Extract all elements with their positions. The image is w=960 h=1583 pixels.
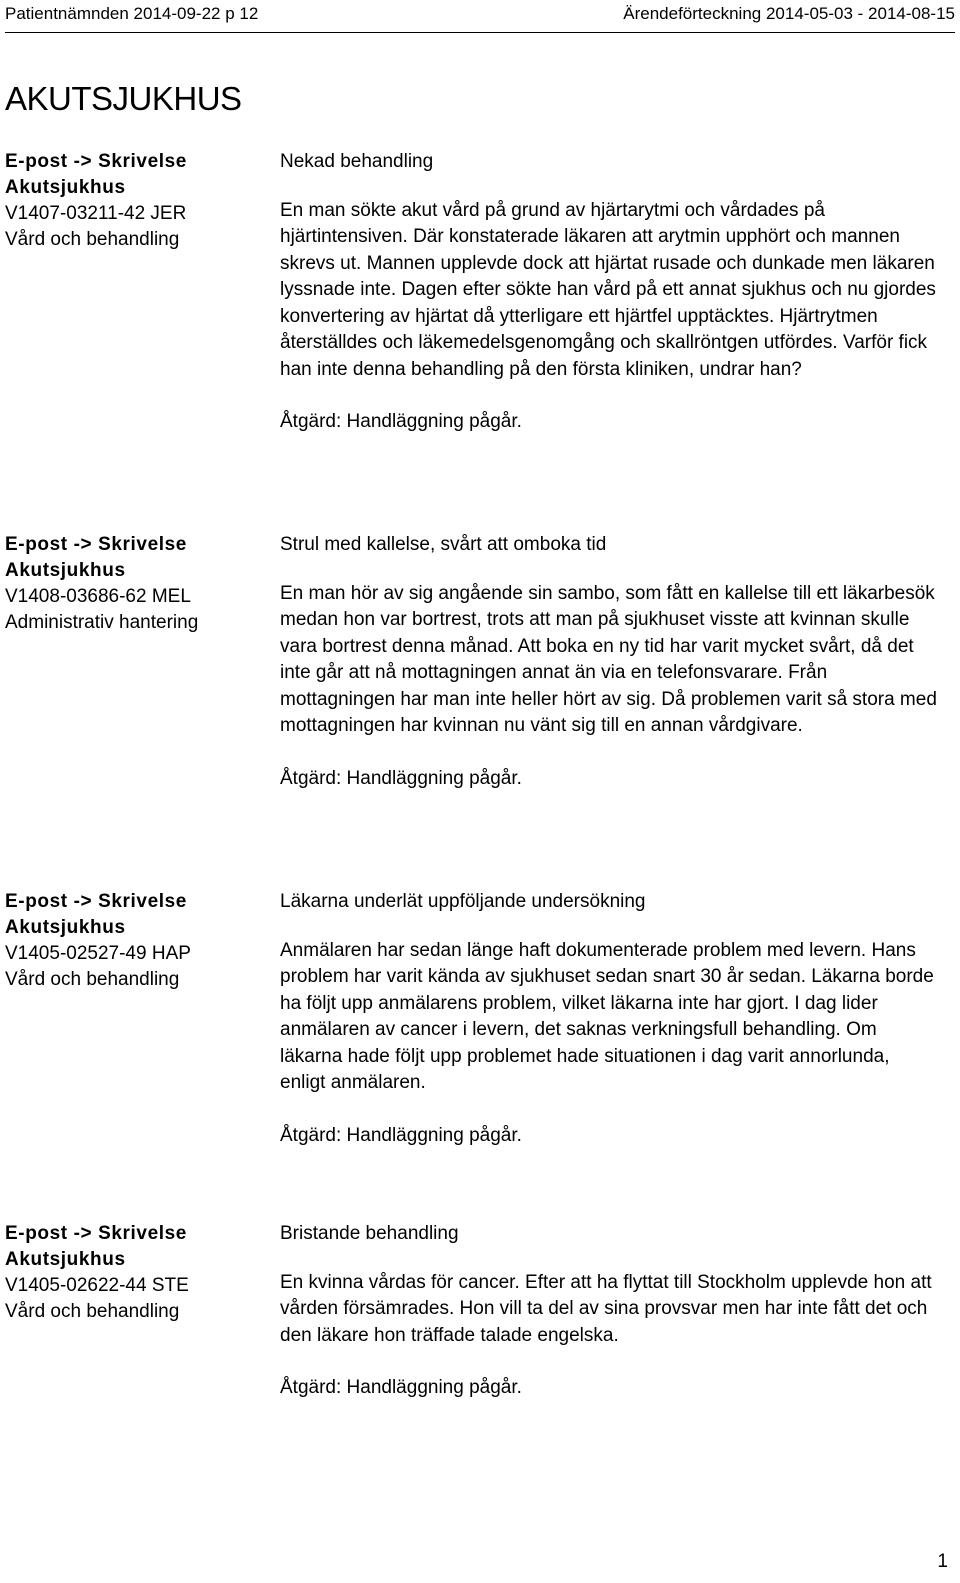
- case-org: Akutsjukhus: [5, 1249, 126, 1270]
- case-meta: [5, 532, 265, 636]
- case-category: Vård och behandling: [5, 969, 180, 990]
- case-id: V1405-02527-49 HAP: [5, 943, 191, 964]
- case-title: Läkarna underlät uppföljande undersökning: [280, 891, 646, 912]
- case-type: E-post -> Skrivelse: [5, 1223, 187, 1244]
- header-left: Patientnämnden 2014-09-22 p 12: [5, 4, 259, 23]
- case-content: [280, 1221, 940, 1402]
- case-content: [280, 532, 940, 792]
- case-title: Strul med kallelse, svårt att omboka tid: [280, 534, 607, 555]
- header-right: Ärendeförteckning 2014-05-03 - 2014-08-15: [623, 4, 955, 23]
- case-category: Vård och behandling: [5, 1301, 180, 1322]
- case-type: E-post -> Skrivelse: [5, 891, 187, 912]
- case-content: [280, 149, 940, 436]
- case-title: Nekad behandling: [280, 151, 434, 172]
- case-body: En man hör av sig angående sin sambo, som fått en kallelse till ett läkarbesök medan hon var bortrest, trots att man på sjukhuset visste att kvinnan skulle vara bortrest denna månad. Att boka en ny tid har varit mycket svårt, då det inte går att nå mottagningen annat än via en telefonsvarare. Från mottagningen har man inte heller hört av sig. Då problemen varit så stora med mottagningen har kvinnan nu vänt sig till en annan vårdgivare.: [280, 582, 937, 736]
- case-type: E-post -> Skrivelse: [5, 151, 187, 172]
- case-meta: [5, 889, 265, 993]
- case-category: Administrativ hantering: [5, 612, 199, 633]
- case-action: Åtgärd: Handläggning pågår.: [280, 1377, 522, 1398]
- page-header: [5, 4, 955, 33]
- case-org: Akutsjukhus: [5, 177, 126, 198]
- case-title: Bristande behandling: [280, 1223, 459, 1244]
- case-id: V1405-02622-44 STE: [5, 1275, 189, 1296]
- case-action: Åtgärd: Handläggning pågår.: [280, 767, 522, 789]
- case-meta: [5, 1221, 265, 1325]
- case-category: Vård och behandling: [5, 229, 180, 250]
- case-body: En kvinna vårdas för cancer. Efter att ha flyttat till Stockholm upplevde hon att vården försämrades. Hon vill ta del av sina provsvar men har inte fått det och den läkare hon träffade talade engelska.: [280, 1271, 932, 1346]
- page-number: 1: [937, 1551, 948, 1572]
- case-content: [280, 889, 940, 1149]
- case-body: En man sökte akut vård på grund av hjärtarytmi och vårdades på hjärtintensiven. Där konstaterade läkaren att arytmin upphört och mannen skrevs ut. Mannen upplevde dock att hjärtat rusade och dunkade men läkaren lyssnade inte. Dagen efter sökte han vård på ett annat sjukhus och nu gjordes konvertering av hjärtat då ytterligare ett hjärtfel upptäcktes. Hjärtrytmen återställdes och läkemedelsgenomgång och skallröntgen utfördes. Varför fick han inte denna behandling på den första kliniken, undrar han?: [280, 199, 936, 380]
- case-id: V1408-03686-62 MEL: [5, 586, 191, 607]
- case-org: Akutsjukhus: [5, 917, 126, 938]
- case-org: Akutsjukhus: [5, 560, 126, 581]
- case-id: V1407-03211-42 JER: [5, 203, 187, 224]
- section-title: AKUTSJUKHUS: [5, 80, 242, 117]
- case-body: Anmälaren har sedan länge haft dokumenterade problem med levern. Hans problem har varit kända av sjukhuset sedan snart 30 år sedan. Läkarna borde ha följt upp anmälarens problem, vilket läkarna inte har gjort. I dag lider anmälaren av cancer i levern, det saknas verkningsfull behandling. Om läkarna hade följt upp problemet hade situationen i dag varit annorlunda, enligt anmälaren.: [280, 939, 934, 1093]
- case-action: Åtgärd: Handläggning pågår.: [280, 411, 522, 432]
- case-meta: [5, 149, 265, 253]
- case-type: E-post -> Skrivelse: [5, 534, 187, 555]
- case-action: Åtgärd: Handläggning pågår.: [280, 1124, 522, 1146]
